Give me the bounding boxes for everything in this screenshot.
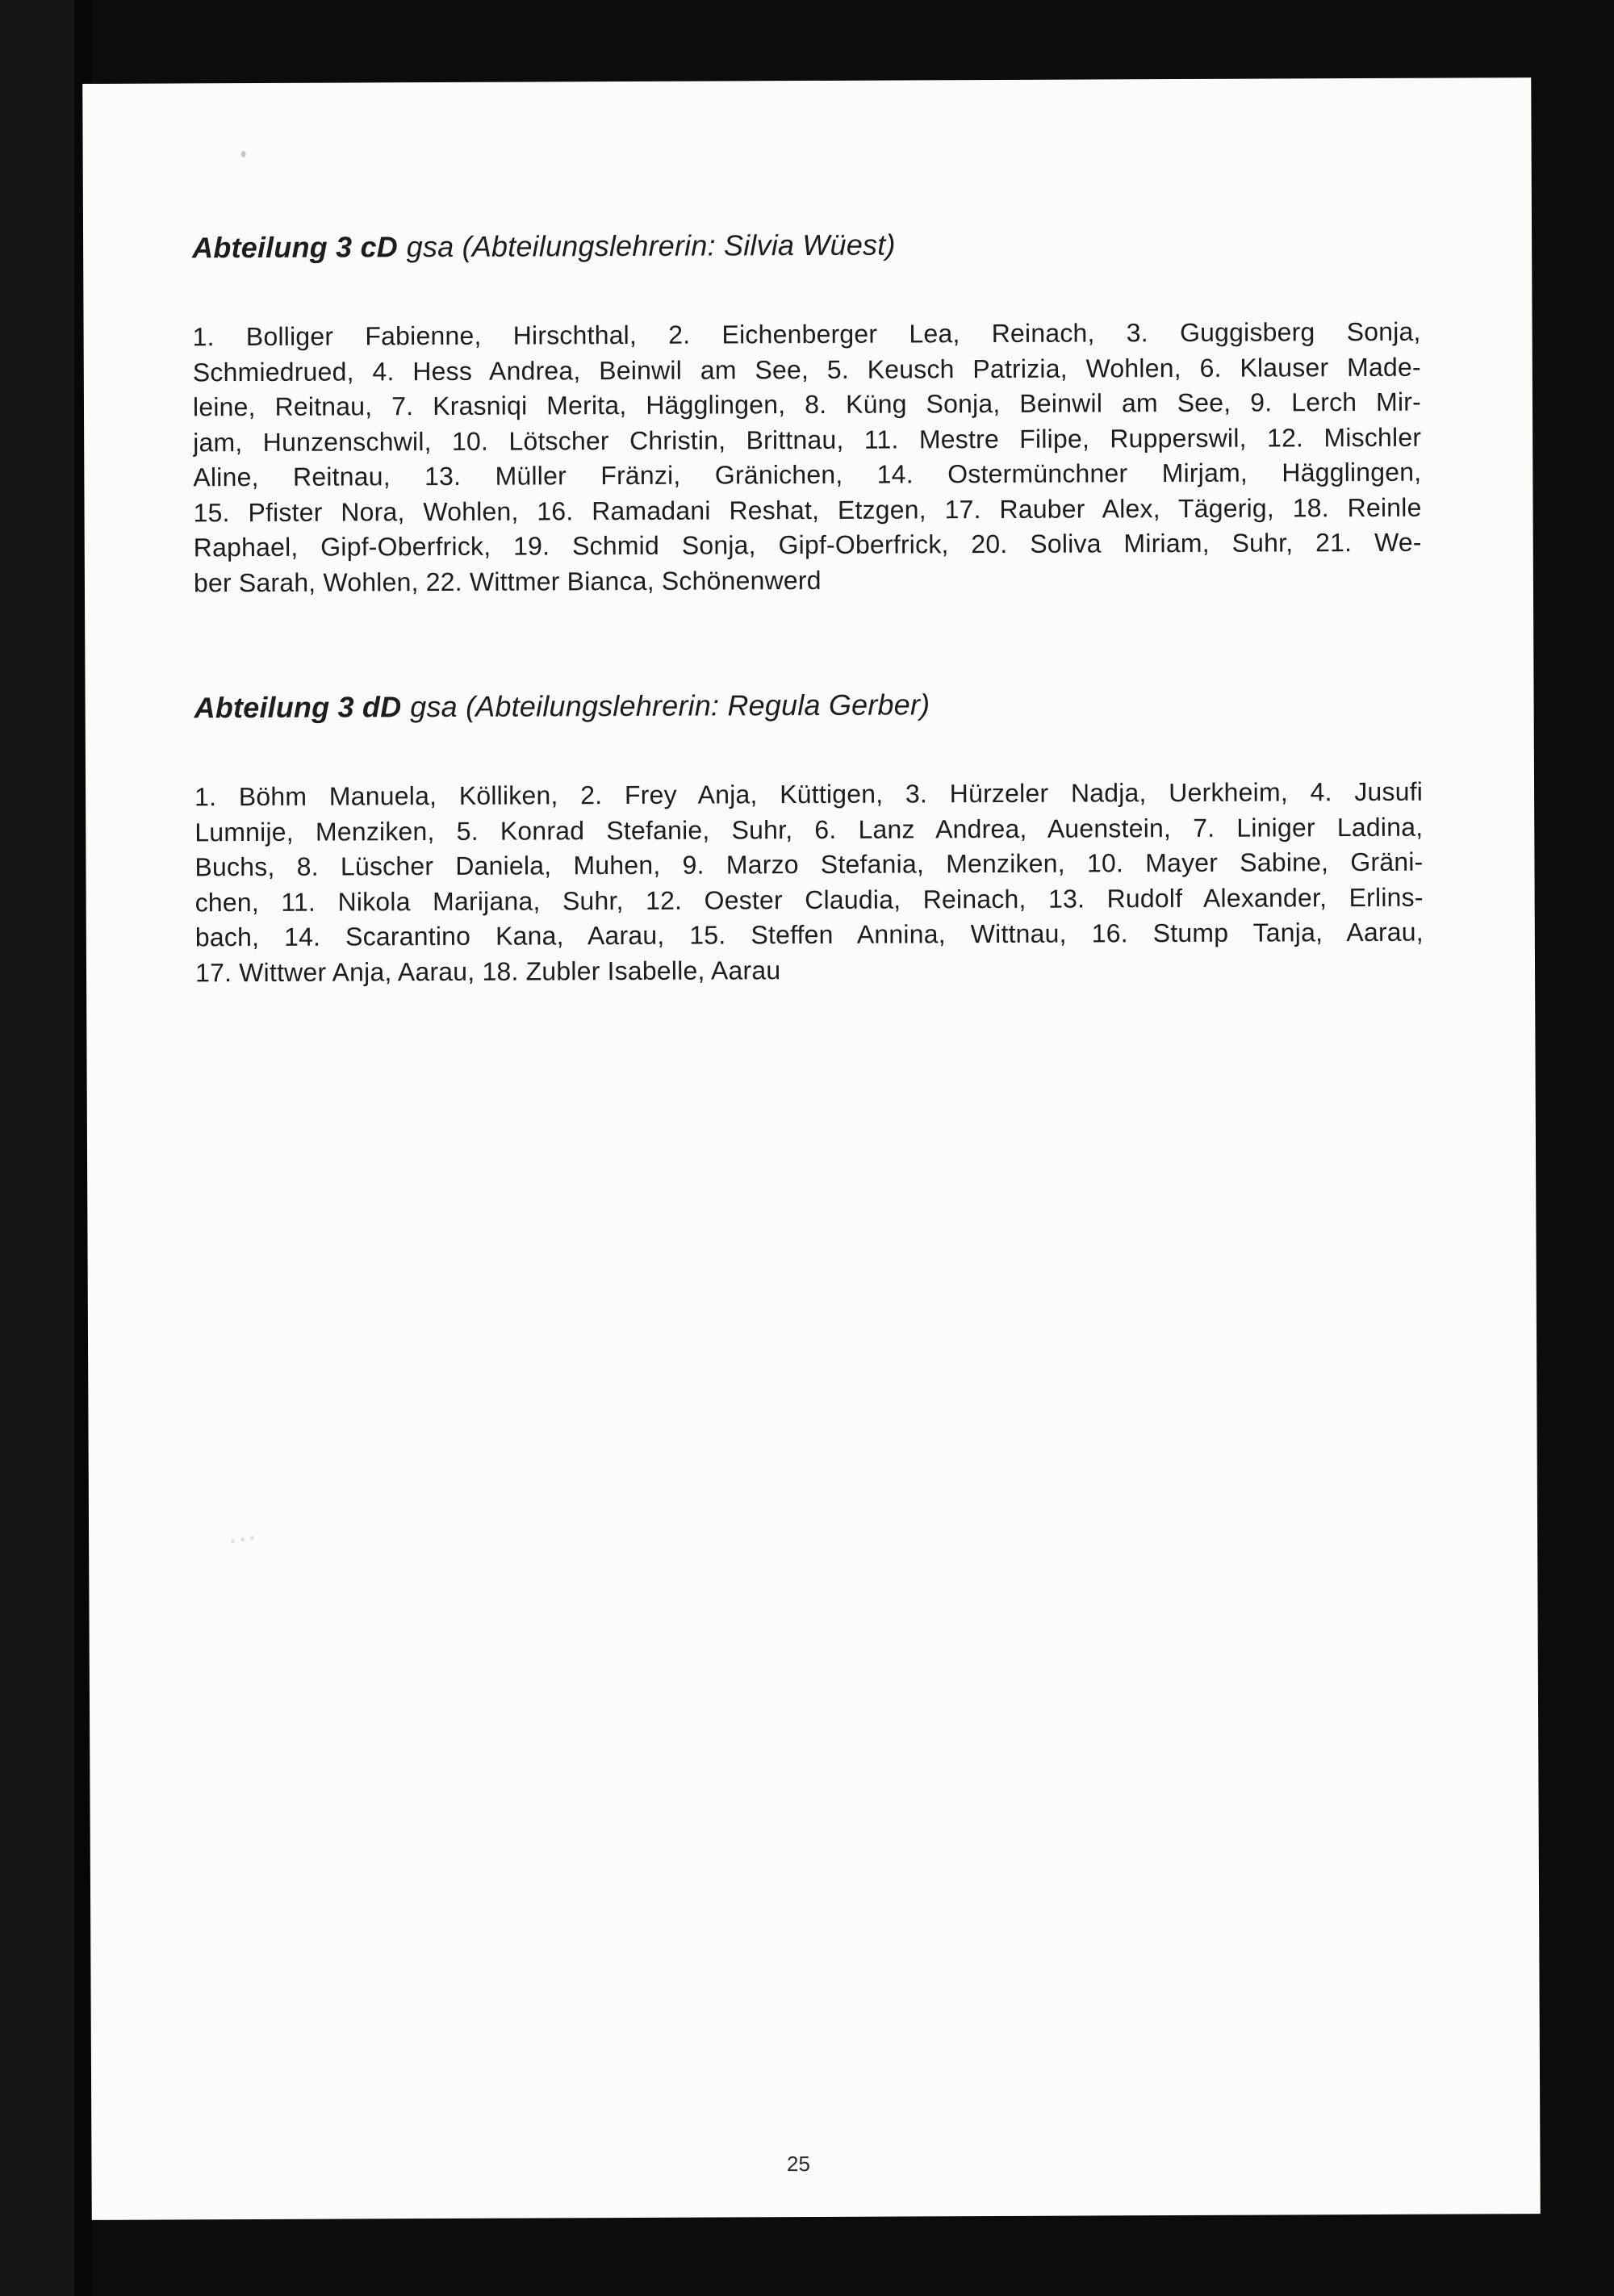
section-heading [192,225,1427,266]
document-page [82,77,1541,2220]
student-list-line: 1. Bolliger Fabienne, Hirschthal, 2. Eichenberger Lea, Reinach, 3. Guggisberg Sonja, [192,316,1421,352]
student-list-line: 1. Böhm Manuela, Kölliken, 2. Frey Anja, Küttigen, 3. Hürzeler Nadja, Uerkheim, 4. Jusufi [194,776,1424,812]
scan-artifact-smudge [231,1536,258,1544]
student-list-line: Buchs, 8. Lüscher Daniela, Muhen, 9. Marzo Stefania, Menziken, 10. Mayer Sabine, Gräni- [194,847,1424,882]
scanner-backdrop-strip [0,0,74,2296]
student-list-line: Aline, Reitnau, 13. Müller Fränzi, Gränichen, 14. Ostermünchner Mirjam, Hägglingen, [193,457,1422,492]
heading-class-label: Abteilung 3 cD [192,230,399,265]
student-list [194,775,1424,991]
student-list-line: Raphael, Gipf-Oberfrick, 19. Schmid Sonja, Gipf-Oberfrick, 20. Soliva Miriam, Suhr, 21. We- [193,527,1422,562]
student-list [193,315,1423,601]
heading-teacher-label: gsa (Abteilungslehrerin: Regula Gerber) [410,688,930,724]
heading-teacher-label: gsa (Abteilungslehrerin: Silvia Wüest) [406,228,896,264]
student-list-line: jam, Hunzenschwil, 10. Lötscher Christin, Brittnau, 11. Mestre Filipe, Rupperswil, 12. Mischler [193,422,1422,457]
student-list-line: ber Sarah, Wohlen, 22. Wittmer Bianca, Schönenwerd [193,565,822,597]
student-list-line: Schmiedrued, 4. Hess Andrea, Beinwil am See, 5. Keusch Patrizia, Wohlen, 6. Klauser Made- [192,352,1421,387]
student-list-line: chen, 11. Nikola Marijana, Suhr, 12. Oester Claudia, Reinach, 13. Rudolf Alexander, Erlins- [194,882,1424,917]
page-number: 25 [786,2152,811,2177]
student-list-line: 15. Pfister Nora, Wohlen, 16. Ramadani Reshat, Etzgen, 17. Rauber Alex, Tägerig, 18. Reinle [193,492,1422,527]
section-abteilung-3cd [82,77,1531,597]
student-list-line: Lumnije, Menziken, 5. Konrad Stefanie, Suhr, 6. Lanz Andrea, Auenstein, 7. Liniger Ladina, [194,812,1424,847]
section-heading [194,685,1429,726]
student-list-line: leine, Reitnau, 7. Krasniqi Merita, Hägglingen, 8. Küng Sonja, Beinwil am See, 9. Lerch Mir- [192,387,1422,422]
student-list-line: 17. Wittwer Anja, Aarau, 18. Zubler Isabelle, Aarau [194,955,781,987]
heading-class-label: Abteilung 3 dD [194,690,402,725]
scan-artifact-dot [241,151,246,157]
student-list-line: bach, 14. Scarantino Kana, Aarau, 15. Steffen Annina, Wittnau, 16. Stump Tanja, Aarau, [194,917,1424,952]
